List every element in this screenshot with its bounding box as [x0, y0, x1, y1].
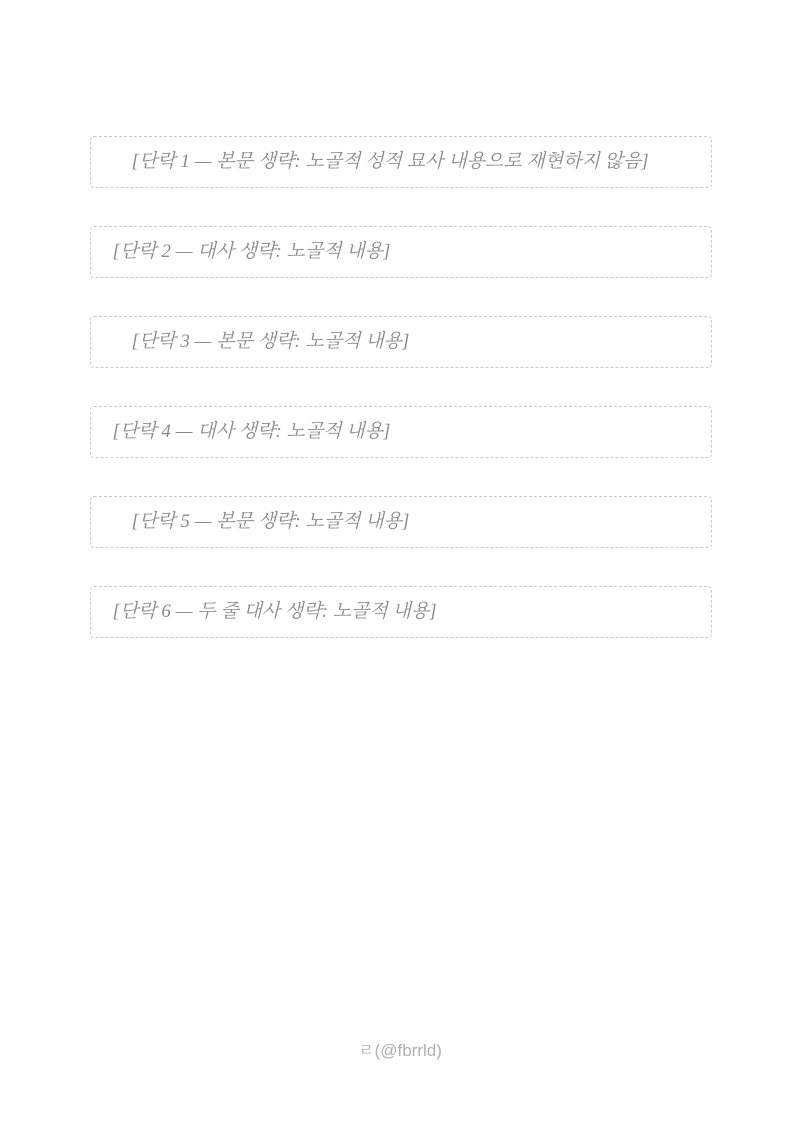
paragraph-1 — [90, 136, 712, 188]
body-text — [90, 136, 712, 676]
paragraph-6 — [90, 586, 712, 638]
watermark-footer: ㄹ(@fbrrld) — [358, 1041, 442, 1060]
paragraph-2 — [90, 226, 712, 278]
redacted-text: [단락 1 — 본문 생략: 노골적 성적 묘사 내용으로 재현하지 않음] — [90, 136, 712, 188]
paragraph-5 — [90, 496, 712, 548]
redacted-text: [단락 3 — 본문 생략: 노골적 내용] — [90, 316, 712, 368]
paragraph-4 — [90, 406, 712, 458]
redacted-text: [단락 4 — 대사 생략: 노골적 내용] — [90, 406, 712, 458]
redacted-text: [단락 2 — 대사 생략: 노골적 내용] — [90, 226, 712, 278]
redacted-text: [단락 6 — 두 줄 대사 생략: 노골적 내용] — [90, 586, 712, 638]
redacted-text: [단락 5 — 본문 생략: 노골적 내용] — [90, 496, 712, 548]
paragraph-3 — [90, 316, 712, 368]
